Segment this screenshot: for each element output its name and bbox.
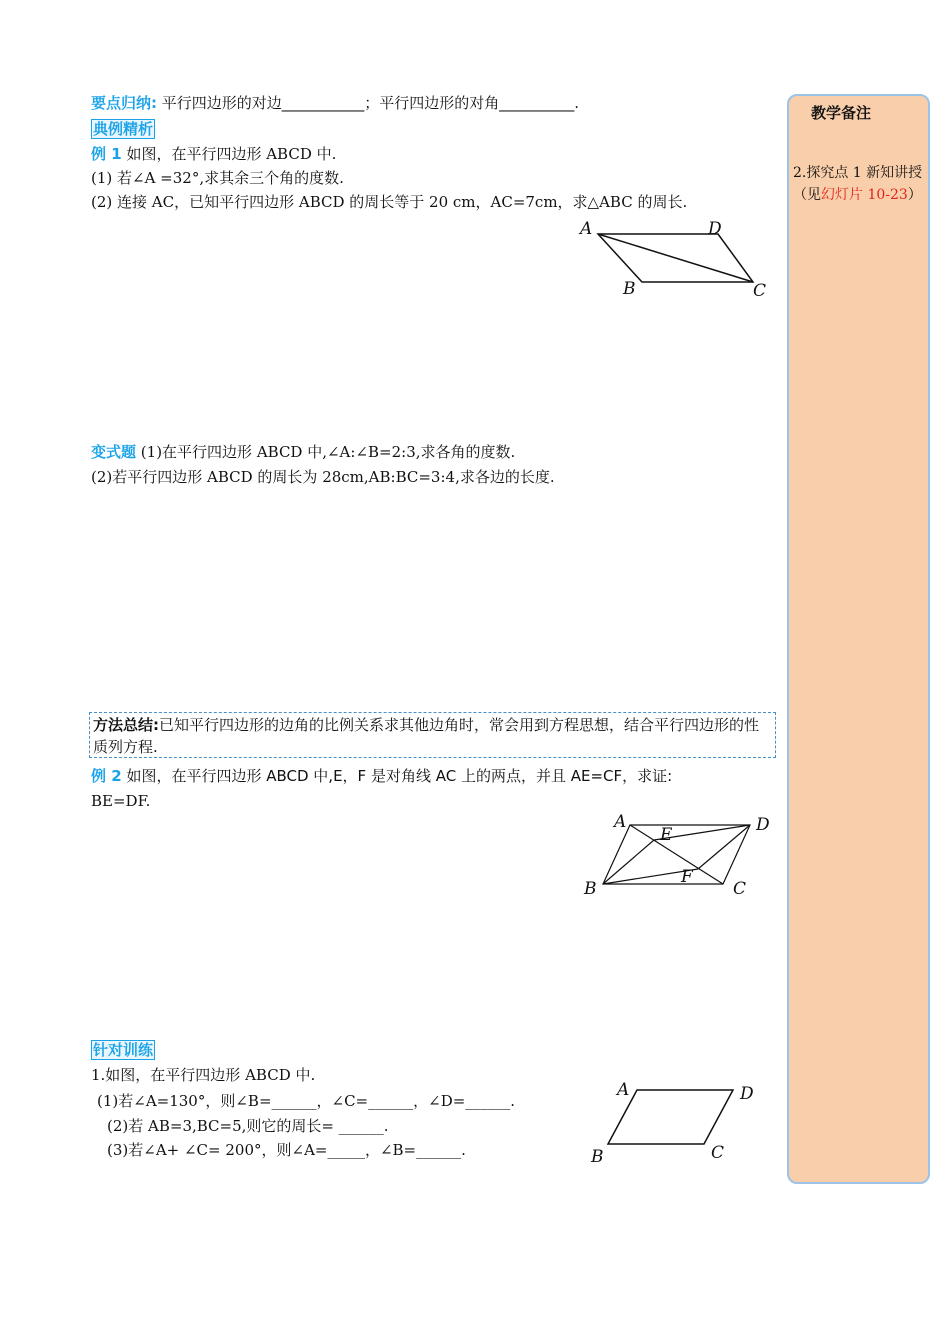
label-c: C [711,1143,725,1163]
section-training [91,1038,155,1062]
sidebar-note-slides: 幻灯片 10-23 [821,187,908,203]
diagonal-ac [630,825,723,884]
label-a: A [580,219,593,239]
teaching-notes-sidebar [787,94,930,1184]
label-b: B [584,879,597,899]
label-c: C [733,879,747,899]
sidebar-note [793,162,925,206]
section-examples [91,117,155,141]
label-f: F [681,867,693,887]
label-c: C [753,281,767,301]
label-b: B [591,1147,604,1167]
method-summary-text: 已知平行四边形的边角的比例关系求其他边角时，常会用到方程思想，结合平行四边形的性质列方程. [93,716,760,756]
example1-q1: (1) 若∠A =32°,求其余三个角的度数. [91,169,344,187]
variant-q2: (2)若平行四边形 ABCD 的周长为 28cm,AB:BC=3:4,求各边的长度. [91,468,555,486]
diagonal-ac [598,234,753,282]
example1-intro-line [91,142,336,166]
key-points-label: 要点归纳: [91,94,157,112]
example1-q2: (2) 连接 AC，已知平行四边形 ABCD 的周长等于 20 cm，AC=7cm，求△ABC 的周长. [91,193,688,211]
training-q2: (2)若 AB=3,BC=5,则它的周长= ______. [107,1117,389,1135]
label-d: D [708,219,722,239]
key-points-text: 平行四边形的对边___________；平行四边形的对角__________. [161,94,580,112]
variant-line1 [91,440,515,464]
key-points [91,91,579,115]
training-figure [585,1075,765,1170]
example2-figure [578,808,778,903]
training-intro: 1.如图，在平行四边形 ABCD 中. [91,1066,316,1084]
label-b: B [623,279,636,299]
label-d: D [740,1084,754,1104]
example1-figure [570,212,780,302]
example2-text1: 如图，在平行四边形 ABCD 中,E，F 是对角线 AC 上的两点，并且 AE=CF，求证: [126,767,673,785]
example2-text2: BE=DF. [91,792,151,810]
example2-line1 [91,764,672,788]
method-summary-box [89,712,776,758]
variant-q1: (1)在平行四边形 ABCD 中,∠A:∠B=2:3,求各角的度数. [140,443,516,461]
label-e: E [660,825,673,845]
training-q1: (1)若∠A=130°，则∠B=______，∠C=______，∠D=______. [97,1092,516,1110]
label-a: A [617,1080,630,1100]
section-training-tag: 针对训练 [93,1041,154,1059]
sidebar-note-text: 2.探究点 1 新知讲授（见 [793,165,923,203]
variant-label: 变式题 [91,443,137,461]
section-examples-tag: 典例精析 [93,120,154,138]
sidebar-title: 教学备注 [811,104,872,122]
example2-label: 例 2 [91,767,122,785]
sidebar-note-end: ） [907,187,922,203]
example1-intro: 如图，在平行四边形 ABCD 中. [126,145,337,163]
training-q3: (3)若∠A+ ∠C= 200°，则∠A=_____，∠B=______. [107,1141,466,1159]
example1-label: 例 1 [91,145,122,163]
label-a: A [614,812,627,832]
method-summary-label: 方法总结: [93,716,159,734]
label-d: D [756,815,770,835]
